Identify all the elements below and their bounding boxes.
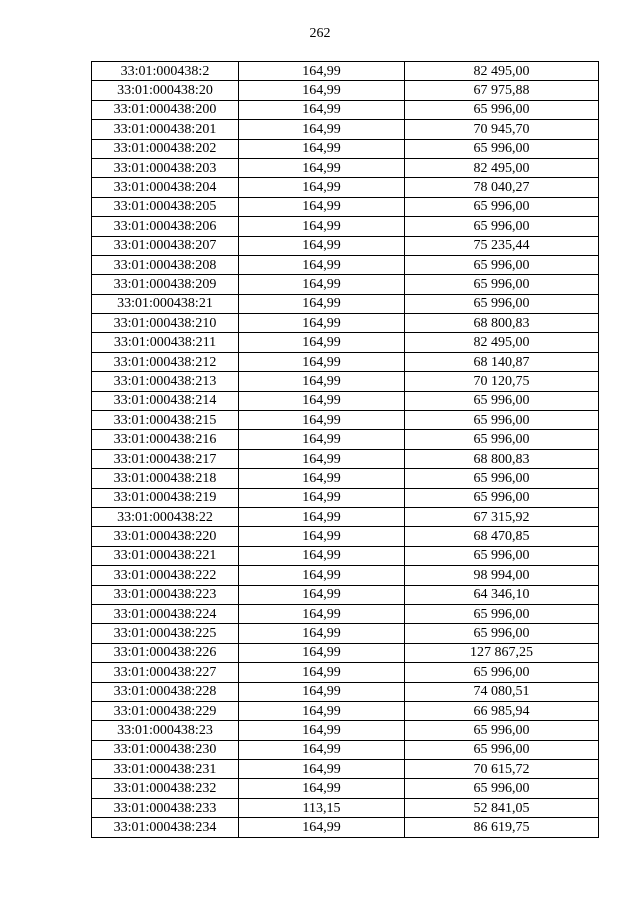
area-cell: 164,99 [239,818,405,837]
area-cell: 164,99 [239,333,405,352]
cadastral-number-cell: 33:01:000438:209 [92,275,239,294]
cadastral-number-cell: 33:01:000438:206 [92,217,239,236]
cadastral-number-cell: 33:01:000438:214 [92,391,239,410]
area-cell: 164,99 [239,721,405,740]
cadastral-value-cell: 52 841,05 [405,798,599,817]
cadastral-value-cell: 82 495,00 [405,158,599,177]
cadastral-value-cell: 67 975,88 [405,81,599,100]
cadastral-value-cell: 64 346,10 [405,585,599,604]
cadastral-number-cell: 33:01:000438:205 [92,197,239,216]
cadastral-number-cell: 33:01:000438:218 [92,469,239,488]
cadastral-number-cell: 33:01:000438:210 [92,314,239,333]
cadastral-value-table [91,61,599,838]
area-cell: 164,99 [239,217,405,236]
cadastral-value-cell: 65 996,00 [405,391,599,410]
cadastral-number-cell: 33:01:000438:211 [92,333,239,352]
table-row [92,546,599,565]
table-row [92,818,599,837]
table-row [92,236,599,255]
area-cell: 164,99 [239,81,405,100]
cadastral-number-cell: 33:01:000438:212 [92,352,239,371]
area-cell: 164,99 [239,779,405,798]
cadastral-value-cell: 70 945,70 [405,120,599,139]
table-row [92,197,599,216]
table-row [92,391,599,410]
area-cell: 164,99 [239,100,405,119]
area-cell: 164,99 [239,469,405,488]
area-cell: 164,99 [239,372,405,391]
cadastral-number-cell: 33:01:000438:227 [92,663,239,682]
table-row [92,527,599,546]
table-row [92,81,599,100]
cadastral-number-cell: 33:01:000438:213 [92,372,239,391]
area-cell: 164,99 [239,62,405,81]
area-cell: 164,99 [239,624,405,643]
cadastral-value-cell: 65 996,00 [405,139,599,158]
cadastral-number-cell: 33:01:000438:225 [92,624,239,643]
cadastral-value-cell: 65 996,00 [405,488,599,507]
cadastral-value-cell: 65 996,00 [405,275,599,294]
cadastral-number-cell: 33:01:000438:23 [92,721,239,740]
cadastral-number-cell: 33:01:000438:233 [92,798,239,817]
area-cell: 164,99 [239,740,405,759]
cadastral-value-cell: 75 235,44 [405,236,599,255]
cadastral-number-cell: 33:01:000438:21 [92,294,239,313]
area-cell: 164,99 [239,197,405,216]
area-cell: 164,99 [239,411,405,430]
cadastral-value-cell: 65 996,00 [405,430,599,449]
cadastral-value-cell: 65 996,00 [405,604,599,623]
area-cell: 164,99 [239,604,405,623]
cadastral-value-cell: 65 996,00 [405,546,599,565]
cadastral-number-cell: 33:01:000438:203 [92,158,239,177]
area-cell: 164,99 [239,314,405,333]
cadastral-number-cell: 33:01:000438:207 [92,236,239,255]
table-row [92,139,599,158]
cadastral-number-cell: 33:01:000438:215 [92,411,239,430]
table-row [92,663,599,682]
cadastral-number-cell: 33:01:000438:202 [92,139,239,158]
table-row [92,217,599,236]
table-row [92,120,599,139]
table-row [92,740,599,759]
cadastral-number-cell: 33:01:000438:231 [92,760,239,779]
table-row [92,275,599,294]
cadastral-value-cell: 70 120,75 [405,372,599,391]
cadastral-number-cell: 33:01:000438:216 [92,430,239,449]
cadastral-value-cell: 68 800,83 [405,449,599,468]
table-row [92,779,599,798]
cadastral-value-cell: 65 996,00 [405,255,599,274]
cadastral-value-cell: 65 996,00 [405,411,599,430]
area-cell: 164,99 [239,488,405,507]
table-row [92,507,599,526]
cadastral-value-cell: 67 315,92 [405,507,599,526]
cadastral-number-cell: 33:01:000438:20 [92,81,239,100]
cadastral-value-cell: 78 040,27 [405,178,599,197]
cadastral-value-cell: 65 996,00 [405,100,599,119]
cadastral-number-cell: 33:01:000438:201 [92,120,239,139]
table-row [92,721,599,740]
area-cell: 164,99 [239,430,405,449]
table-row [92,682,599,701]
cadastral-number-cell: 33:01:000438:200 [92,100,239,119]
table-row [92,469,599,488]
cadastral-value-cell: 68 470,85 [405,527,599,546]
area-cell: 164,99 [239,352,405,371]
cadastral-value-cell: 82 495,00 [405,333,599,352]
area-cell: 164,99 [239,527,405,546]
cadastral-value-cell: 65 996,00 [405,294,599,313]
table-row [92,624,599,643]
cadastral-value-cell: 65 996,00 [405,469,599,488]
cadastral-number-cell: 33:01:000438:223 [92,585,239,604]
area-cell: 164,99 [239,178,405,197]
cadastral-value-cell: 70 615,72 [405,760,599,779]
table-row [92,585,599,604]
table-row [92,62,599,81]
table-row [92,488,599,507]
cadastral-number-cell: 33:01:000438:230 [92,740,239,759]
cadastral-value-cell: 86 619,75 [405,818,599,837]
table-row [92,100,599,119]
table-row [92,430,599,449]
table-row [92,158,599,177]
table-row [92,372,599,391]
cadastral-value-cell: 65 996,00 [405,197,599,216]
area-cell: 164,99 [239,120,405,139]
area-cell: 164,99 [239,585,405,604]
table-row [92,798,599,817]
cadastral-value-cell: 65 996,00 [405,779,599,798]
cadastral-value-cell: 65 996,00 [405,663,599,682]
area-cell: 164,99 [239,663,405,682]
cadastral-number-cell: 33:01:000438:204 [92,178,239,197]
cadastral-value-cell: 74 080,51 [405,682,599,701]
table-row [92,604,599,623]
area-cell: 164,99 [239,255,405,274]
area-cell: 164,99 [239,275,405,294]
cadastral-number-cell: 33:01:000438:229 [92,701,239,720]
area-cell: 164,99 [239,643,405,662]
cadastral-number-cell: 33:01:000438:221 [92,546,239,565]
cadastral-number-cell: 33:01:000438:232 [92,779,239,798]
page-number: 262 [309,26,331,41]
cadastral-value-cell: 68 800,83 [405,314,599,333]
table-row [92,352,599,371]
cadastral-number-cell: 33:01:000438:217 [92,449,239,468]
cadastral-number-cell: 33:01:000438:228 [92,682,239,701]
cadastral-number-cell: 33:01:000438:208 [92,255,239,274]
area-cell: 164,99 [239,546,405,565]
table-row [92,255,599,274]
table-row [92,566,599,585]
area-cell: 164,99 [239,139,405,158]
table-row [92,643,599,662]
area-cell: 164,99 [239,236,405,255]
area-cell: 164,99 [239,294,405,313]
cadastral-value-cell: 65 996,00 [405,217,599,236]
area-cell: 164,99 [239,760,405,779]
table-row [92,294,599,313]
area-cell: 113,15 [239,798,405,817]
cadastral-value-cell: 65 996,00 [405,721,599,740]
cadastral-value-cell: 66 985,94 [405,701,599,720]
table-body [92,62,599,838]
cadastral-number-cell: 33:01:000438:219 [92,488,239,507]
area-cell: 164,99 [239,701,405,720]
cadastral-value-cell: 98 994,00 [405,566,599,585]
table-row [92,333,599,352]
area-cell: 164,99 [239,566,405,585]
table-row [92,449,599,468]
area-cell: 164,99 [239,449,405,468]
table-row [92,411,599,430]
area-cell: 164,99 [239,507,405,526]
cadastral-value-cell: 68 140,87 [405,352,599,371]
cadastral-number-cell: 33:01:000438:220 [92,527,239,546]
table-row [92,701,599,720]
table-row [92,178,599,197]
cadastral-number-cell: 33:01:000438:226 [92,643,239,662]
cadastral-number-cell: 33:01:000438:234 [92,818,239,837]
table-row [92,760,599,779]
cadastral-number-cell: 33:01:000438:2 [92,62,239,81]
area-cell: 164,99 [239,391,405,410]
cadastral-number-cell: 33:01:000438:222 [92,566,239,585]
cadastral-value-cell: 65 996,00 [405,624,599,643]
cadastral-value-cell: 65 996,00 [405,740,599,759]
cadastral-value-cell: 127 867,25 [405,643,599,662]
area-cell: 164,99 [239,158,405,177]
cadastral-number-cell: 33:01:000438:22 [92,507,239,526]
table-row [92,314,599,333]
cadastral-number-cell: 33:01:000438:224 [92,604,239,623]
area-cell: 164,99 [239,682,405,701]
cadastral-value-cell: 82 495,00 [405,62,599,81]
